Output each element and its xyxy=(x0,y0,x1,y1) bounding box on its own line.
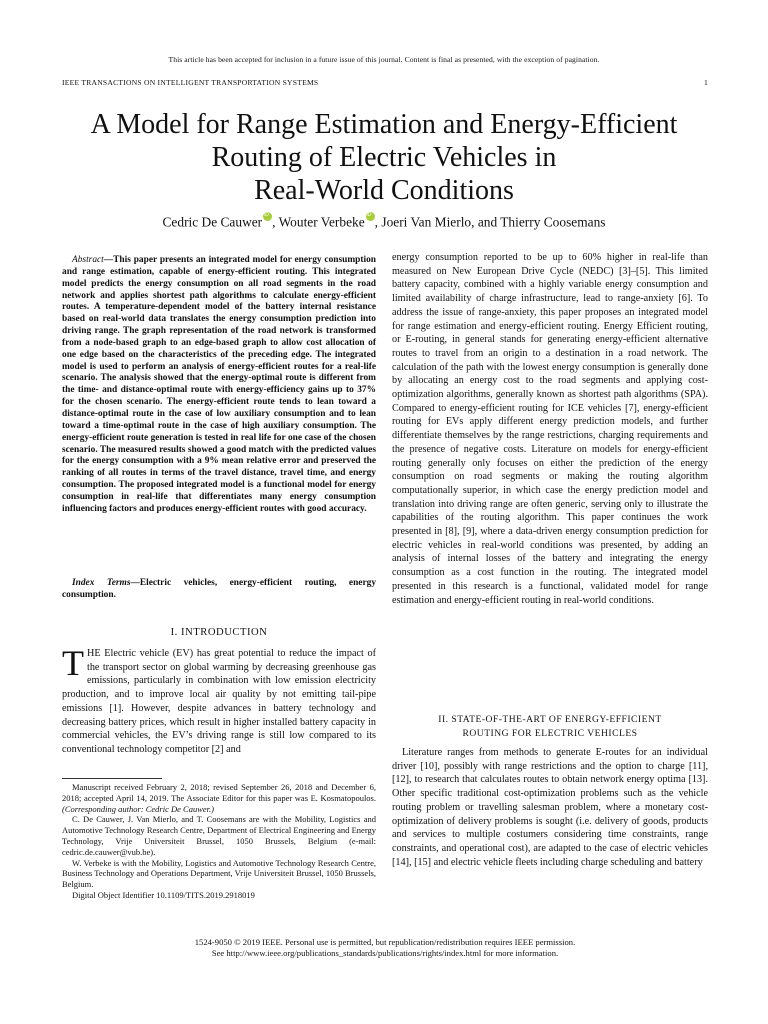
paper-title xyxy=(40,108,728,207)
right-column-paragraph-2: Literature ranges from methods to generate E-routes for an individual driver [10], possibly with range restrictions and the option to charge [11], [12], to research that calculates routes to obtain network energy optima [13]. Other specific traditional cost-optimization problems such as the vehicle routing problem or travelling salesman problem, where a monetary cost-optimization of delivery problems is sought (i.e. delivery of goods, products and services to multiple costumers considering time constraints, range constraints, and operational cost), are adapted to the case of electric vehicles [14], [15] and electric vehicle fleets including charge scheduling and battery xyxy=(392,747,708,868)
footnote-affiliation-1: C. De Cauwer, J. Van Mierlo, and T. Coosemans are with the Mobility, Logistics and Automotive Technology Research Centre, Department of Electrical Engineering and Energy Technology, Vrije Universiteit Brussel, 1050 Brussels, Belgium (e-mail: cedric.de.cauwer@vub.be). xyxy=(62,814,376,857)
footnote-manuscript xyxy=(62,782,376,814)
copyright-footer xyxy=(62,937,708,959)
running-header xyxy=(62,78,708,87)
abstract-dash: — xyxy=(103,255,114,265)
title-line-2: Routing of Electric Vehicles in xyxy=(211,142,557,173)
author-1: Cedric De Cauwer xyxy=(162,214,263,230)
index-terms-dash: — xyxy=(130,578,140,588)
title-line-3: Real-World Conditions xyxy=(254,175,514,206)
right-column-paragraph-1: energy consumption reported to be up to 60% higher in real-life than measured on New European Drive Cycle (NEDC) [3]–[5]. This limited battery capacity, combined with a highly variable energy consumption and limited availability of charge infrastructure, lead to range-anxiety [6]. To address the issue of range-anxiety, this paper proposes an integrated model for range estimation and energy-efficient routing. Energy Efficient routing, or E-routing, in general stands for generating energy-efficient alternative routes to travel from an origin to a destination in a road network. The calculation of the path with the lowest energy consumption is generally done by allocating an energy cost to the road segments and applying cost-optimization algorithms, generally known as shortest path algorithms (SPA). Compared to energy-efficient routing for ICE vehicles [7], energy-efficient routing for EVs apply different energy prediction models, and further differentiate themselves by the range restrictions, charging requirements and the presence of negative costs. Literature on models for energy-efficient routing generally only focuses on either the prediction of the energy consumption on road segments or making the routing algorithm computationally superior, in which case the energy prediction model and translation into driving range are often generic, serving only to illustrate the capabilities of the routing algorithm. This paper continues the work presented in [8], [9], where a data-driven energy consumption prediction for electric vehicles in real-world conditions was presented, by adding an analysis of internal losses of the battery and integrating the energy consumption as a cost function in the routing. The integrated model presented in this research is a functional, validated model for range estimation and energy-efficient routing in real-world conditions. xyxy=(392,252,708,606)
index-terms xyxy=(62,578,376,602)
author-2: , Wouter Verbeke xyxy=(272,214,365,230)
copyright-line-2: See http://www.ieee.org/publications_standards/publications/rights/index.html for more information. xyxy=(211,948,559,958)
index-terms-label: Index Terms xyxy=(72,578,131,588)
page-number: 1 xyxy=(703,78,708,87)
section-1-heading: I. INTRODUCTION xyxy=(170,627,268,638)
corresponding-author: (Corresponding author: Cedric De Cauwer.) xyxy=(62,803,214,814)
footnotes xyxy=(62,782,376,901)
footnote-doi: Digital Object Identifier 10.1109/TITS.2019.2918019 xyxy=(72,889,255,900)
orcid-icon[interactable] xyxy=(366,212,375,221)
section-2-heading-line-2: ROUTING FOR ELECTRIC VEHICLES xyxy=(462,728,638,739)
title-line-1: A Model for Range Estimation and Energy-Efficient xyxy=(90,109,678,140)
copyright-line-1: 1524-9050 © 2019 IEEE. Personal use is permitted, but republication/redistribution requires IEEE permission. xyxy=(194,937,576,947)
footnote-affiliation-2: W. Verbeke is with the Mobility, Logistics and Automotive Technology Research Centre, Business Technology and Operations Department, Vrije Universiteit Brussel, 1050 Brussels, Belgium. xyxy=(62,857,376,890)
author-list xyxy=(40,212,728,230)
footnote-rule xyxy=(62,778,162,779)
introduction-body: HE Electric vehicle (EV) has great potential to reduce the impact of the transport sector on global warming by decreasing greenhouse gas emissions, particularly in combination with low emission electricity production, and to improve local air quality by not emitting tail-pipe emissions [1]. However, despite advances in battery technology and decreasing battery prices, which result in higher installed battery capacity in commercial vehicles, the EV’s driving range is still low compared to its conventional technology competitor [2] and xyxy=(62,648,376,755)
drop-cap: T xyxy=(62,643,84,683)
acceptance-notice: This article has been accepted for inclusion in a future issue of this journal. Content is final as presented, with the exception of pagination. xyxy=(168,55,600,64)
section-2-heading xyxy=(392,713,708,741)
abstract xyxy=(62,255,376,516)
author-rest: , Joeri Van Mierlo, and Thierry Coosemans xyxy=(374,214,606,230)
abstract-label: Abstract xyxy=(72,255,104,265)
orcid-icon[interactable] xyxy=(263,212,272,221)
introduction-text xyxy=(62,643,376,757)
section-2-heading-line-1: II. STATE-OF-THE-ART OF ENERGY-EFFICIENT xyxy=(438,714,662,725)
index-terms-text: Electric vehicles, energy-efficient routing, energy consumption. xyxy=(62,578,377,600)
footnote-manuscript-text: Manuscript received February 2, 2018; revised September 26, 2018 and December 6, 2018; accepted April 14, 2019. The Associate Editor for this paper was E. Kosmatopoulos. xyxy=(62,782,376,803)
journal-name: IEEE TRANSACTIONS ON INTELLIGENT TRANSPORTATION SYSTEMS xyxy=(62,78,319,87)
abstract-text: This paper presents an integrated model for energy consumption and range estimation, capable of energy-efficient routing. This integrated model predicts the energy consumption on all road segments in the road network and applies shortest path algorithms to calculate energy-efficient routes. A temperature-dependent model of the battery internal resistance based on real-world data translates the energy consumption prediction into driving range. The graph representation of the road network is transformed from a node-based graph to an edge-based graph to allow cost allocation of one edge based on the characteristics of the preceding edge. The integrated model is used to perform an analysis of energy-efficient routes for a real-life scenario. The analysis showed that the energy-optimal route is different from the time- and distance-optimal route with energy-efficiency gains up to 37% for the chosen scenario. The energy-efficient route tends to lean toward a distance-optimal route in the case of low auxiliary consumption and to lean toward a time-optimal route in the case of high auxiliary consumption. The energy-efficient route generation is tested in real life for one case of the chosen scenario. The measured results showed a good match with the predicted values for the energy consumption with a 9% mean relative error and preserved the ranking of all routes in terms of the travel distance, travel time, and energy consumption. The proposed integrated model is a functional model for energy consumption in real-life that differentiates many energy consumption influencing factors and produces energy-efficient routes with good accuracy. xyxy=(62,255,376,514)
